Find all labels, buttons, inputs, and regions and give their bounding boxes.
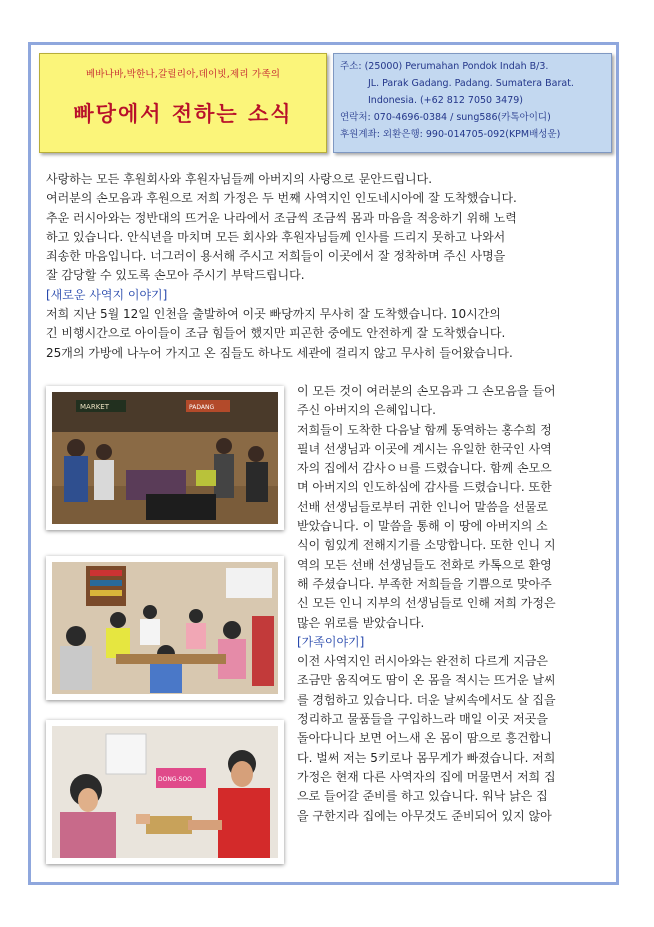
section2-line: 돌아다니다 보면 어느새 온 몸이 땀으로 흥건합니	[297, 731, 552, 746]
section1-right-column	[297, 382, 606, 826]
section1-line: 해 주셨습니다. 부족한 저희들을 기쁨으로 맞아주	[297, 576, 552, 591]
section1-line: 긴 비행시간으로 아이들이 조금 힘들어 했지만 피곤한 중에도 안전하게 잘 도착했습니다.	[46, 326, 506, 341]
address-line-1: 주소: (25000) Perumahan Pondok Indah B/3.	[340, 61, 549, 72]
market-sign-text: MARKET	[80, 403, 109, 411]
section1-line: 자의 집에서 감사ㅇㅂ를 드렸습니다. 함께 손모으	[297, 461, 552, 476]
section1-line: 이 모든 것이 여러분의 손모음과 그 손모음을 들어	[297, 384, 556, 398]
section1-line: 주신 아버지의 은혜입니다.	[297, 403, 436, 418]
banner-text: DONG-SOO	[158, 776, 192, 783]
section2-line: 다. 벌써 저는 5키로나 몸무게가 빠졌습니다. 저희	[297, 750, 556, 765]
section2-line: 를 경험하고 있습니다. 더운 날씨속에서도 살 집을	[297, 692, 556, 707]
newsletter-title: 빠당에서 전하는 소식	[73, 102, 293, 126]
section1-line: 25개의 가방에 나누어 가지고 온 짐들도 하나도 세관에 걸리지 않고 무사히 들어왔습니다.	[46, 345, 513, 360]
address-line-3: Indonesia. (+62 812 7050 3479)	[368, 95, 523, 106]
section1-line: 선배 선생님들로부터 귀한 인니어 말씀을 선물로	[297, 499, 548, 514]
padang-sign-text: PADANG	[189, 404, 215, 411]
section1-line: 식이 힘있게 전해지기를 소망합니다. 또한 인니 지	[297, 538, 556, 553]
newsletter-title-box	[39, 53, 327, 153]
section2-line: 정리하고 물품들을 구입하느라 매일 이곳 저곳을	[297, 712, 548, 727]
section2-line: 조금만 움직여도 땀이 온 몸을 적시는 뜨거운 날씨	[297, 673, 556, 688]
photo-thanksgiving-meeting	[46, 556, 284, 700]
section1-line: 저희들이 도착한 다음날 함께 동역하는 홍수희 정	[297, 422, 552, 437]
section1-line: 며 아버지의 인도하심에 감사를 드렸습니다. 또한	[297, 480, 552, 495]
intro-line: 하고 있습니다. 안식년을 마치며 모든 회사와 후원자님들께 인사를 드리지 못하고 나와서	[46, 229, 506, 244]
section2-line: 가정은 현재 다른 사역자의 집에 머물면서 저희 집	[297, 769, 556, 784]
section1-line: 저희 지난 5월 12일 인천을 출발하여 이곳 빠당까지 무사히 잘 도착했습니다. 10시간의	[46, 307, 501, 322]
section1-line: 받았습니다. 이 말씀을 통해 이 땅에 아버지의 소	[297, 519, 548, 534]
section-heading-family: [가족이야기]	[297, 634, 365, 649]
intro-line: 잘 감당할 수 있도록 손모아 주시기 부탁드립니다.	[46, 268, 305, 283]
family-names: 베바나바,박한나,갈릴리아,데이빗,제리 가족의	[85, 69, 281, 80]
intro-line: 사랑하는 모든 후원회사와 후원자님들께 아버지의 사랑으로 문안드립니다.	[46, 172, 433, 186]
account-line: 후원계좌: 외환은행: 990-014705-092(KPM배성운)	[340, 129, 561, 140]
contact-line: 연락처: 070-4696-0384 / sung586(카톡아이디)	[340, 112, 551, 123]
address-line-2: JL. Parak Gadang. Padang. Sumatera Barat.	[368, 78, 574, 89]
section2-line: 이전 사역지인 러시아와는 완전히 다르게 지금은	[297, 654, 548, 669]
section1-line: 신 모든 인니 지부의 선생님들로 인해 저희 가정은	[297, 596, 556, 611]
photo-gift-exchange	[46, 720, 284, 864]
section1-line: 필녀 선생님과 이곳에 계시는 유일한 한국인 사역	[297, 441, 552, 456]
intro-line: 여러분의 손모음과 후원으로 저희 가정은 두 번째 사역지인 인도네시아에 잘 도착했습니다.	[46, 191, 517, 206]
section2-line: 으로 들어갈 준비를 하고 있습니다. 워낙 낡은 집	[297, 789, 548, 804]
photo-airport-arrival	[46, 386, 284, 530]
intro-line: 추운 러시아와는 정반대의 뜨거운 나라에서 조금씩 조금씩 몸과 마음을 적응하기 위해 노력	[46, 210, 517, 225]
intro-paragraph	[46, 170, 606, 363]
intro-line: 죄송한 마음입니다. 너그러이 용서해 주시고 저희들이 이곳에서 잘 정착하며 주신 사명을	[46, 249, 506, 264]
section1-line: 역의 모든 선배 선생님들도 전화로 카톡으로 환영	[297, 557, 552, 572]
contact-info-box	[333, 53, 612, 153]
section2-line: 을 구한지라 집에는 아무것도 준비되어 있지 않아	[297, 808, 552, 823]
section-heading-new-mission: [새로운 사역지 이야기]	[46, 287, 168, 302]
section1-line: 많은 위로를 받았습니다.	[297, 615, 425, 630]
